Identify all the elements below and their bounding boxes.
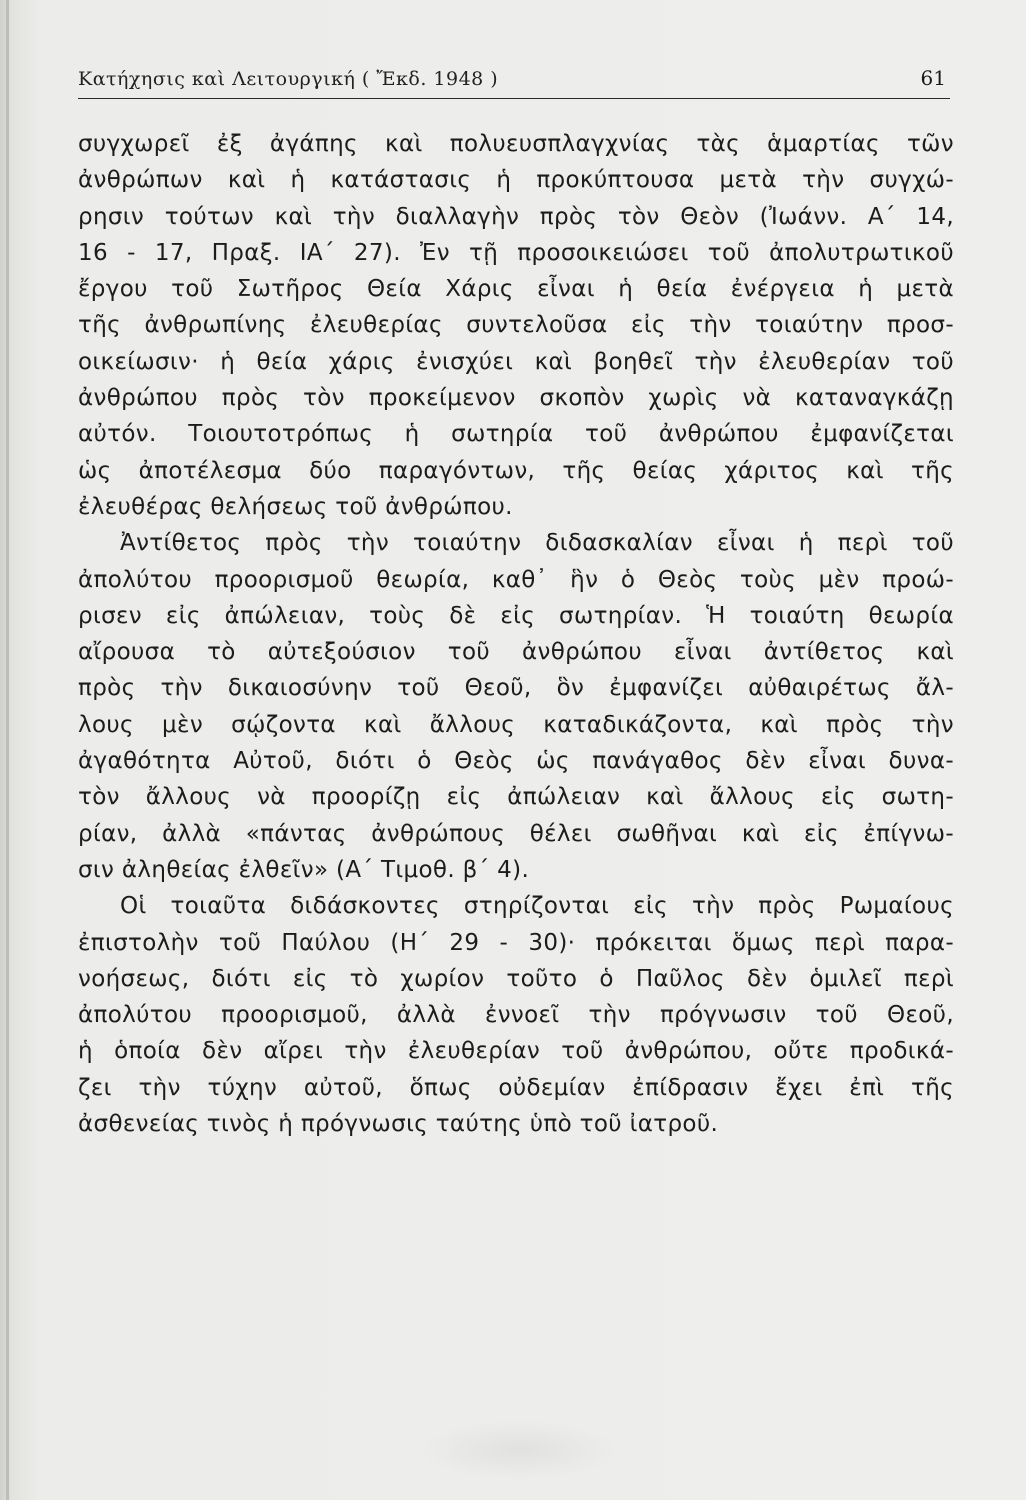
text-line: ὡς ἀποτέλεσμα δύο παραγόντων, τῆς θείας χάριτος καὶ τῆς xyxy=(78,457,954,484)
paragraph-start-line: Ἀντίθετος πρὸς τὴν τοιαύτην διδασκαλίαν εἶναι ἡ περὶ τοῦ xyxy=(120,530,954,557)
text-line: τὸν ἄλλους νὰ προορίζῃ εἰς ἀπώλειαν καὶ ἄλλους εἰς σωτη- xyxy=(78,784,954,811)
text-line: νοήσεως, διότι εἰς τὸ χωρίον τοῦτο ὁ Παῦλος δὲν ὁμιλεῖ περὶ xyxy=(78,965,954,992)
text-line: οικείωσιν· ἡ θεία χάρις ἐνισχύει καὶ βοηθεῖ τὴν ἐλευθερίαν τοῦ xyxy=(78,348,954,375)
text-line: ἀσθενείας τινὸς ἡ πρόγνωσις ταύτης ὑπὸ τοῦ ἰατροῦ. xyxy=(78,1111,719,1138)
page-spine-shadow xyxy=(6,0,9,1500)
text-line: ρισεν εἰς ἀπώλειαν, τοὺς δὲ εἰς σωτηρίαν. Ἡ τοιαύτη θεωρία xyxy=(78,602,954,629)
text-line: ζει τὴν τύχην αὐτοῦ, ὅπως οὐδεμίαν ἐπίδρασιν ἔχει ἐπὶ τῆς xyxy=(78,1074,954,1101)
text-line: τῆς ἀνθρωπίνης ἐλευθερίας συντελοῦσα εἰς τὴν τοιαύτην προσ- xyxy=(78,312,954,339)
text-line: αὐτόν. Τοιουτοτρόπως ἡ σωτηρία τοῦ ἀνθρώπου ἐμφανίζεται xyxy=(78,421,954,448)
text-line: λους μὲν σῴζοντα καὶ ἄλλους καταδικάζοντα, καὶ πρὸς τὴν xyxy=(78,711,954,738)
text-line: ρησιν τούτων καὶ τὴν διαλλαγὴν πρὸς τὸν Θεὸν (Ἰωάνν. Α΄ 14, xyxy=(78,203,954,230)
text-line: πρὸς τὴν δικαιοσύνην τοῦ Θεοῦ, ὃν ἐμφανίζει αὐθαιρέτως ἄλ- xyxy=(78,675,954,702)
text-line: 16 - 17, Πραξ. ΙΑ΄ 27). Ἐν τῇ προσοικειώσει τοῦ ἀπολυτρωτικοῦ xyxy=(78,239,954,266)
running-title: Κατήχησις καὶ Λειτουργική ( Ἔκδ. 1948 ) xyxy=(78,68,499,90)
text-line: σιν ἀληθείας ἐλθεῖν» (Α΄ Τιμοθ. β΄ 4). xyxy=(78,856,530,883)
text-line: ρίαν, ἀλλὰ «πάντας ἀνθρώπους θέλει σωθῆναι καὶ εἰς ἐπίγνω- xyxy=(78,820,954,847)
faint-library-stamp xyxy=(420,1420,620,1480)
text-line: ἡ ὁποία δὲν αἴρει τὴν ἐλευθερίαν τοῦ ἀνθρώπου, οὔτε προδικά- xyxy=(78,1038,954,1065)
body-text xyxy=(78,126,954,1142)
text-line: συγχωρεῖ ἐξ ἀγάπης καὶ πολυευσπλαγχνίας τὰς ἁμαρτίας τῶν xyxy=(78,131,954,157)
text-line: αἴρουσα τὸ αὐτεξούσιον τοῦ ἀνθρώπου εἶναι ἀντίθετος καὶ xyxy=(78,639,954,666)
text-line: ἀγαθότητα Αὐτοῦ, διότι ὁ Θεὸς ὡς πανάγαθος δὲν εἶναι δυνα- xyxy=(78,748,954,775)
text-line: ἀπολύτου προορισμοῦ θεωρία, καθ᾿ ἣν ὁ Θεὸς τοὺς μὲν προώ- xyxy=(78,566,954,593)
text-line: ἀνθρώπων καὶ ἡ κατάστασις ἡ προκύπτουσα μετὰ τὴν συγχώ- xyxy=(78,167,954,194)
page-number: 61 xyxy=(920,66,946,90)
text-line: ἐπιστολὴν τοῦ Παύλου (Η΄ 29 - 30)· πρόκειται ὅμως περὶ παρα- xyxy=(78,929,954,956)
text-line: ἐλευθέρας θελήσεως τοῦ ἀνθρώπου. xyxy=(78,493,513,520)
page-header xyxy=(78,64,950,99)
paragraph-start-line: Οἱ τοιαῦτα διδάσκοντες στηρίζονται εἰς τὴν πρὸς Ρωμαίους xyxy=(120,893,954,920)
text-line: ἔργου τοῦ Σωτῆρος Θεία Χάρις εἶναι ἡ θεία ἐνέργεια ἡ μετὰ xyxy=(78,276,954,303)
text-line: ἀνθρώπου πρὸς τὸν προκείμενον σκοπὸν χωρὶς νὰ καταναγκάζῃ xyxy=(78,385,954,412)
text-line: ἀπολύτου προορισμοῦ, ἀλλὰ ἐννοεῖ τὴν πρόγνωσιν τοῦ Θεοῦ, xyxy=(78,1002,954,1029)
